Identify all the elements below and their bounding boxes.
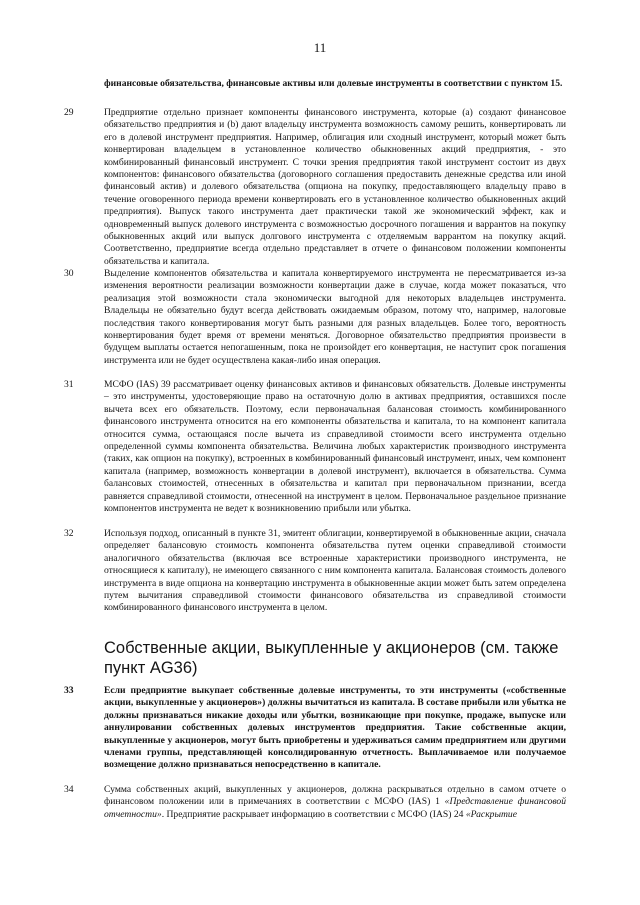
paragraph-34-ias24-title: «Раскрытие	[465, 808, 517, 820]
paragraph-number-34: 34	[64, 784, 74, 795]
paragraph-29: Предприятие отдельно признает компоненты финансового инструмента, которые (a) создают финансовое обязательство предприятия и (b) дают владельцу инструмента возможность самому решить, конвертировать ли его в долевой инструмент предприятия. Например, облигация или сходный инструмент, который может быть конвертирован владельцем в установленное количество обыкновенных акций предприятия, - это комбинированный финансовый инструмент. С точки зрения предприятия такой инструмент состоит из двух компонентов: финансового обязательства (договорного соглашения предоставить денежные средства или иной финансовый актив) и долевого обязательства (опциона на покупку, предоставляющего владельцу право в течение оговоренного периода времени конвертировать его в установленное количество обыкновенных акций предприятия). Выпуск такого инструмента дает практически такой же экономический эффект, как и одновременный выпуск долевого инструмента с возможностью досрочного погашения и варрантов на покупку обыкновенных акций или выпуск долгового инструмента с отделяемым варрантом на покупку акций. Соответственно, предприятие всегда отдельно представляет в отчете о финансовом положении компоненты обязательства и капитала.	[104, 107, 566, 267]
section-heading: Собственные акции, выкупленные у акционеров (см. также пункт AG36)	[104, 639, 559, 677]
page-number: 11	[313, 40, 327, 55]
paragraph-number-29: 29	[64, 107, 74, 118]
paragraph-34-text-c: . Предприятие раскрывает информацию в соответствии с МСФО (IAS) 24	[161, 808, 466, 820]
intro-paragraph: финансовые обязательства, финансовые активы или долевые инструменты в соответствии с пунктом 15.	[104, 78, 563, 89]
paragraph-number-31: 31	[64, 379, 74, 390]
paragraph-34-ias1-title: «Представление финансовой отчетности»	[104, 796, 566, 820]
paragraph-33: Если предприятие выкупает собственные долевые инструменты, то эти инструменты («собственные акции, выкупленные у акционеров») должны вычитаться из капитала. В составе прибыли или убытка не должны признаваться никакие доходы или убытки, возникающие при покупке, продаже, выпуске или аннулировании собственных долевых инструментов предприятия. Такие собственные акции, выкупленные у акционеров, могут быть приобретены и удерживаться самим предприятием или другими членами группы, представляющей консолидированную отчетность. Выплачиваемое или получаемое возмещение должно признаваться непосредственно в капитале.	[104, 685, 566, 771]
paragraph-32: Используя подход, описанный в пункте 31, эмитент облигации, конвертируемой в обыкновенные акции, сначала определяет балансовую стоимость компонента обязательства путем оценки справедливой стоимости аналогичного обязательства (включая все встроенные характеристики производного инструмента, не относящиеся к капиталу), не имеющего связанного с ним компонента капитала. Балансовая стоимость долевого инструмента в виде опциона на конвертацию инструмента в обыкновенные акции может быть затем определена путем вычитания справедливой стоимости финансового обязательства из справедливой стоимости комбинированного финансового инструмента в целом.	[104, 528, 566, 614]
paragraph-number-33: 33	[64, 685, 74, 696]
paragraph-34-text-a: Сумма собственных акций, выкупленных у акционеров, должна раскрываться отдельно в самом отчете о финансовом положении или в примечаниях в соответствии с МСФО (IAS) 1	[104, 784, 566, 808]
paragraph-34	[104, 784, 566, 821]
paragraph-number-32: 32	[64, 528, 74, 539]
paragraph-31: МСФО (IAS) 39 рассматривает оценку финансовых активов и финансовых обязательств. Долевые инструменты – это инструменты, удостоверяющие право на остаточную долю в активах предприятия, оставшихся после вычета всех его обязательств. Поэтому, если первоначальная балансовая стоимость комбинированного финансового инструмента относится на его компоненты обязательства и капитала, то на компонент капитала относится сумма, остающаяся после вычета из справедливой стоимости всего инструмента отдельно определенной суммы компонента обязательства. Величина любых характеристик производного инструмента (таких, как опцион на покупку), встроенных в комбинированный финансовый инструмент, иных, чем компонент капитала (например, возможность конвертации в долевой инструмент), включается в обязательства. Сумма балансовых стоимостей, отнесенных в обязательства и капитал при первоначальном признании, всегда равняется справедливой стоимости, отнесенной на инструмент в целом. Первоначальное раздельное признание компонентов инструмента не ведет к возникновению прибыли или убытка.	[104, 379, 566, 515]
paragraph-number-30: 30	[64, 268, 74, 279]
paragraph-30: Выделение компонентов обязательства и капитала конвертируемого инструмента не пересматривается из-за изменения вероятности реализации возможности конвертации даже в случае, когда может показаться, что реализация этой возможности стала экономически выгодной для некоторых владельцев инструмента. Владельцы не обязательно будут всегда действовать ожидаемым образом, потому что, например, налоговые последствия такого конвертирования могут быть разными для разных владельцев. Более того, вероятность конвертирования будет время от времени меняться. Договорное обязательство предприятия произвести в будущем выплаты остается непогашенным, пока не произойдет его конвертация, не наступит срок погашения инструмента или не будет осуществлена какая-либо иная операция.	[104, 268, 566, 366]
